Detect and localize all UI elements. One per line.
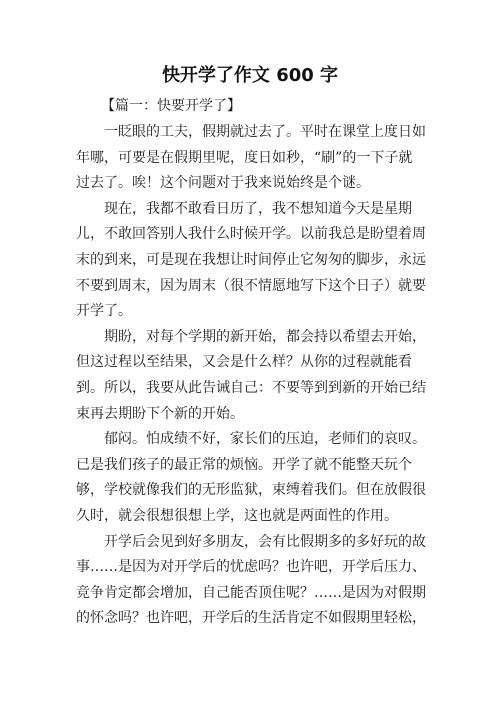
text-line: 现在，我都不敢看日历了，我不想知道今天是星期 — [104, 200, 412, 217]
text-line: 事……是因为对开学后的忧虑吗？也许吧，开学后压力、 — [76, 559, 426, 576]
text-line: 过去了。唉！这个问题对于我来说始终是个谜。 — [76, 175, 370, 192]
article-body — [76, 120, 436, 632]
text-line: 的怀念吗？也许吧，开学后的生活肯定不如假期里轻松， — [76, 610, 426, 627]
text-line: 竞争肯定都会增加，自己能否顶住呢？……是因为对假期 — [76, 584, 426, 601]
text-line: 儿，不敢回答别人我什么时候开学。以前我总是盼望着周 — [76, 226, 426, 243]
paragraph — [76, 120, 436, 197]
paragraph — [76, 325, 436, 427]
text-line: 束再去期盼下个新的开始。 — [76, 405, 244, 422]
text-line: 年哪，可要是在假期里呢，度日如秒，“刷”的一下子就 — [76, 149, 413, 166]
text-line: 一眨眼的工夫，假期就过去了。平时在课堂上度日如 — [104, 124, 426, 140]
text-line: 久时，就会很想很想上学，这也就是两面性的作用。 — [76, 507, 398, 524]
page-title: 快开学了作文 600 字 — [161, 65, 339, 86]
text-line: 郁闷。怕成绩不好，家长们的压迫，老师们的哀叹。 — [104, 431, 426, 448]
text-line: 期盼，对每个学期的新开始，都会持以希望去开始， — [104, 328, 426, 345]
text-line: 开学后会见到好多朋友，会有比假期多的多好玩的故 — [104, 533, 426, 550]
text-line: 够，学校就像我们的无形监狱，束缚着我们。但在放假很 — [76, 482, 426, 499]
text-line: 已是我们孩子的最正常的烦恼。开学了就不能整天玩个 — [76, 456, 412, 473]
text-line: 到。所以，我要从此告诫自己：不要等到到新的开始已结 — [76, 379, 426, 396]
paragraph — [76, 197, 436, 325]
text-line: 开学了。 — [76, 303, 132, 320]
text-line: 不要到周末，因为周末（很不情愿地写下这个日子）就要 — [76, 277, 426, 294]
section-heading: 【篇一：快要开学了】 — [101, 98, 241, 114]
paragraph — [76, 530, 436, 632]
text-line: 但这过程以至结果，又会是什么样？从你的过程就能看 — [76, 354, 412, 371]
paragraph — [76, 427, 436, 529]
text-line: 末的到来，可是现在我想让时间停止它匆匆的脚步，永远 — [76, 251, 426, 268]
